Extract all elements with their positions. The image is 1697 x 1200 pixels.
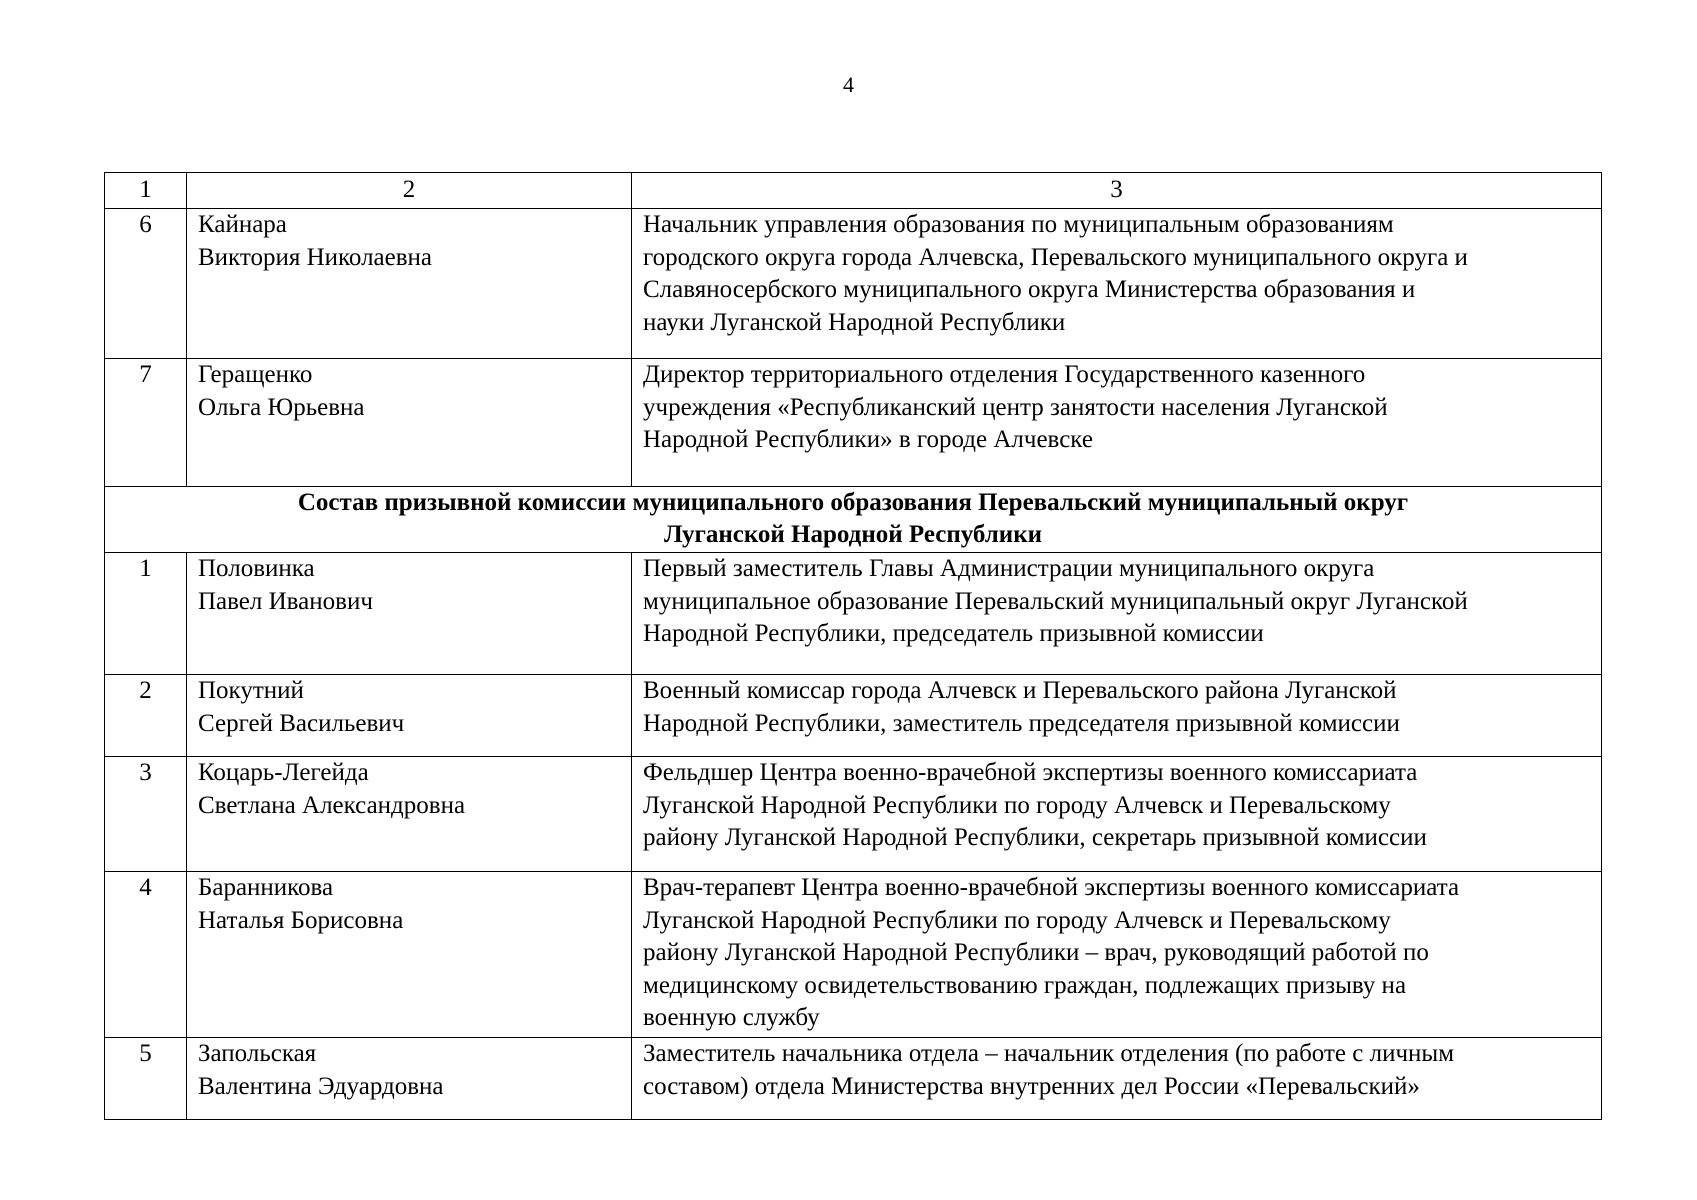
position-line: учреждения «Республиканский центр занятости населения Луганской [643, 393, 1388, 421]
position-line: военную службу [643, 1004, 820, 1031]
member-position [632, 872, 1602, 1038]
position-line: Народной Республики» в городе Алчевске [643, 426, 1093, 453]
position-line: Народной Республики, председатель призывной комиссии [643, 620, 1264, 647]
member-given-names: Ольга Юрьевна [198, 393, 365, 421]
position-line: науки Луганской Народной Республики [643, 308, 1066, 336]
position-line: медицинскому освидетельствованию граждан, подлежащих призыву на [643, 971, 1407, 999]
member-given-names: Наталья Борисовна [198, 906, 404, 934]
row-number: 3 [105, 757, 187, 872]
row-number: 1 [105, 553, 187, 675]
table-row [105, 1038, 1602, 1120]
position-line: Народной Республики, заместитель председателя призывной комиссии [643, 709, 1400, 737]
column-header-1: 1 [105, 173, 187, 209]
position-line: Начальник управления образования по муниципальным образованиям [643, 211, 1394, 238]
section-heading [105, 487, 1602, 553]
member-surname: Запольская [198, 1040, 317, 1067]
member-position [632, 757, 1602, 872]
member-surname: Покутний [198, 677, 304, 704]
table-row [105, 872, 1602, 1038]
member-name [187, 209, 632, 359]
row-number: 7 [105, 359, 187, 487]
member-surname: Кайнара [198, 211, 287, 238]
position-line: городского округа города Алчевска, Перевальского муниципального округа и [643, 243, 1468, 271]
member-given-names: Виктория Николаевна [198, 243, 433, 271]
commission-table [104, 172, 1602, 1120]
row-number: 5 [105, 1038, 187, 1120]
position-line: Луганской Народной Республики по городу Алчевск и Перевальскому [643, 791, 1391, 819]
member-name [187, 553, 632, 675]
row-number: 2 [105, 675, 187, 757]
page-number: 4 [843, 72, 854, 97]
position-line: муниципальное образование Перевальский муниципальный округ Луганской [643, 587, 1468, 615]
table-row [105, 675, 1602, 757]
section-heading-row [105, 487, 1602, 553]
member-given-names: Сергей Васильевич [198, 709, 405, 737]
row-number: 6 [105, 209, 187, 359]
table-row [105, 553, 1602, 675]
position-line: Заместитель начальника отдела – начальник отделения (по работе с личным [643, 1040, 1455, 1067]
position-line: Врач-терапевт Центра военно-врачебной экспертизы военного комиссариата [643, 874, 1460, 901]
position-line: Директор территориального отделения Государственного казенного [643, 361, 1366, 388]
member-given-names: Павел Иванович [198, 587, 373, 615]
member-name [187, 872, 632, 1038]
member-surname: Коцарь-Легейда [198, 759, 369, 786]
position-line: Первый заместитель Главы Администрации муниципального округа [643, 555, 1375, 582]
position-line: составом) отдела Министерства внутренних дел России «Перевальский» [643, 1072, 1420, 1100]
member-name [187, 359, 632, 487]
column-header-2: 2 [187, 173, 632, 209]
table-row [105, 209, 1602, 359]
column-number-row [105, 173, 1602, 209]
member-position [632, 1038, 1602, 1120]
position-line: району Луганской Народной Республики, секретарь призывной комиссии [643, 824, 1427, 851]
member-position [632, 359, 1602, 487]
table-row [105, 359, 1602, 487]
row-number: 4 [105, 872, 187, 1038]
member-given-names: Светлана Александровна [198, 791, 466, 819]
member-given-names: Валентина Эдуардовна [198, 1072, 444, 1100]
section-heading-line: Состав призывной комиссии муниципального образования Перевальский муниципальный округ [297, 489, 1409, 516]
position-line: району Луганской Народной Республики – врач, руководящий работой по [643, 939, 1429, 966]
member-surname: Геращенко [198, 361, 313, 388]
member-position [632, 675, 1602, 757]
position-line: Военный комиссар города Алчевск и Перевальского района Луганской [643, 677, 1397, 704]
section-heading-line: Луганской Народной Республики [663, 521, 1043, 548]
member-surname: Баранникова [198, 874, 334, 901]
table-row [105, 757, 1602, 872]
position-line: Славяносербского муниципального округа Министерства образования и [643, 276, 1416, 303]
member-name [187, 1038, 632, 1120]
member-surname: Половинка [198, 555, 315, 582]
column-header-3: 3 [632, 173, 1602, 209]
position-line: Фельдшер Центра военно-врачебной экспертизы военного комиссариата [643, 759, 1418, 786]
member-position [632, 209, 1602, 359]
member-name [187, 757, 632, 872]
member-name [187, 675, 632, 757]
member-position [632, 553, 1602, 675]
position-line: Луганской Народной Республики по городу Алчевск и Перевальскому [643, 906, 1391, 934]
